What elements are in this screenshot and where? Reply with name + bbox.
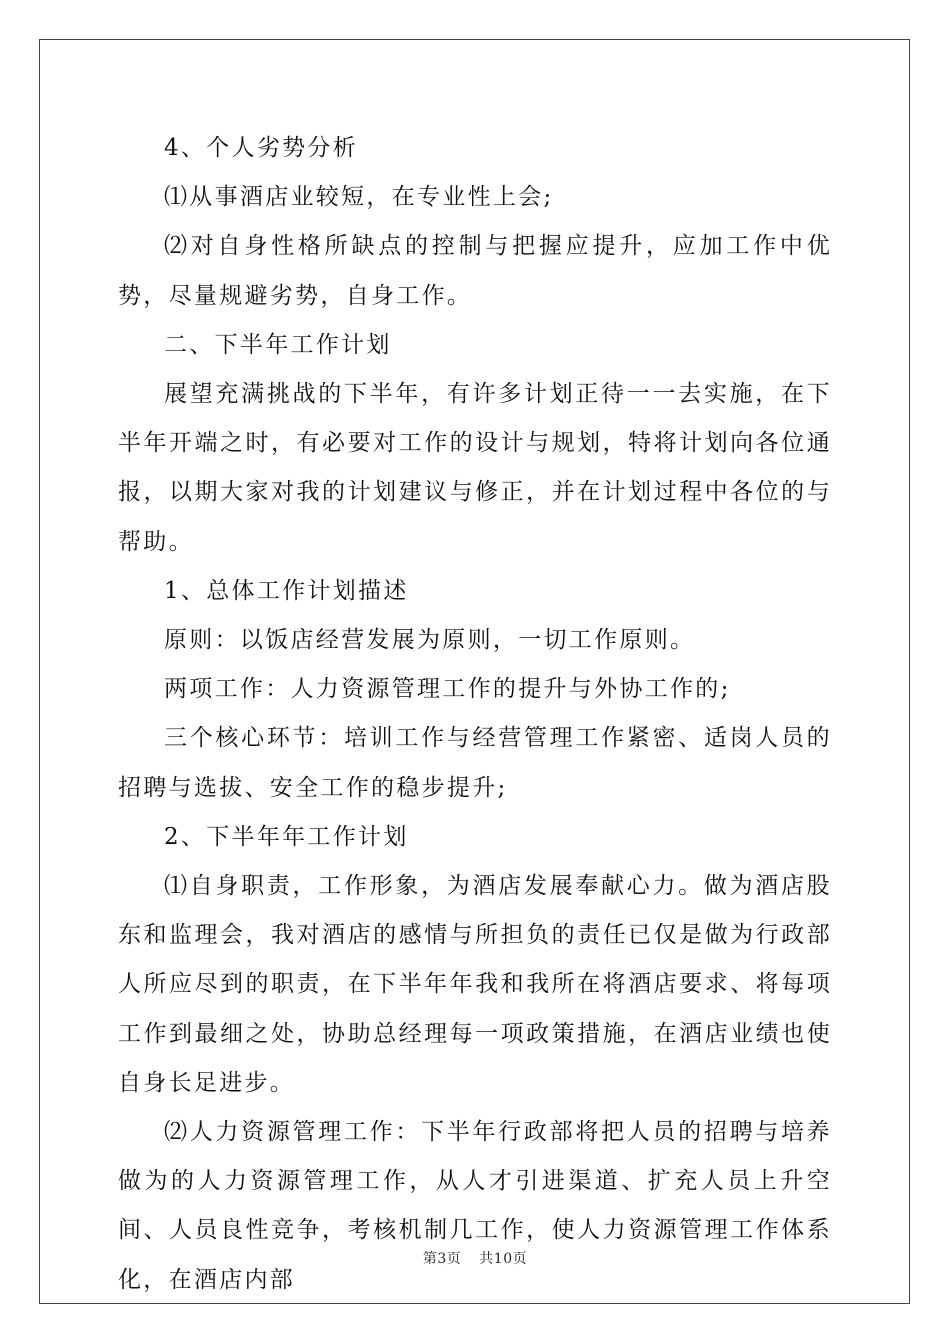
paragraph: ⑴自身职责，工作形象，为酒店发展奉献心力。做为酒店股东和监理会，我对酒店的感情与所担负的责任已仅是做为行政部人所应尽到的职责，在下半年年我和我所在将酒店要求、将每项工作到最细之处，协助总经理每一项政策措施，在酒店业绩也使自身长足进步。 <box>118 873 832 1096</box>
page-footer <box>0 1248 950 1268</box>
document-body <box>118 124 832 1305</box>
page-number: 第3页 <box>422 1251 462 1267</box>
page-total: 共10页 <box>479 1251 528 1267</box>
paragraph: ⑵人力资源管理工作：下半年行政部将把人员的招聘与培养做为的人力资源管理工作，从人才引进渠道、扩充人员上升空间、人员良性竞争，考核机制几工作，使人力资源管理工作体系化，在酒店内部 <box>118 1119 832 1293</box>
paragraph: 两项工作：人力资源管理工作的提升与外协工作的; <box>164 676 731 703</box>
paragraph: 展望充满挑战的下半年，有许多计划正待一一去实施，在下半年开端之时，有必要对工作的设计与规划，特将计划向各位通报，以期大家对我的计划建议与修正，并在计划过程中各位的与帮助。 <box>118 381 832 555</box>
section-heading: 二、下半年工作计划 <box>164 331 392 358</box>
subsection-heading: 2、下半年年工作计划 <box>164 823 409 850</box>
paragraph: 原则：以饭店经营发展为原则，一切工作原则。 <box>164 627 696 654</box>
paragraph: 三个核心环节：培训工作与经营管理工作紧密、适岗人员的招聘与选拔、安全工作的稳步提升; <box>118 725 832 801</box>
paragraph: ⑵对自身性格所缺点的控制与把握应提升，应加工作中优势，尽量规避劣势，自身工作。 <box>118 233 832 309</box>
paragraph: ⑴从事酒店业较短，在专业性上会; <box>164 184 554 211</box>
subsection-heading: 1、总体工作计划描述 <box>164 577 409 604</box>
paragraph: 4、个人劣势分析 <box>164 135 359 161</box>
